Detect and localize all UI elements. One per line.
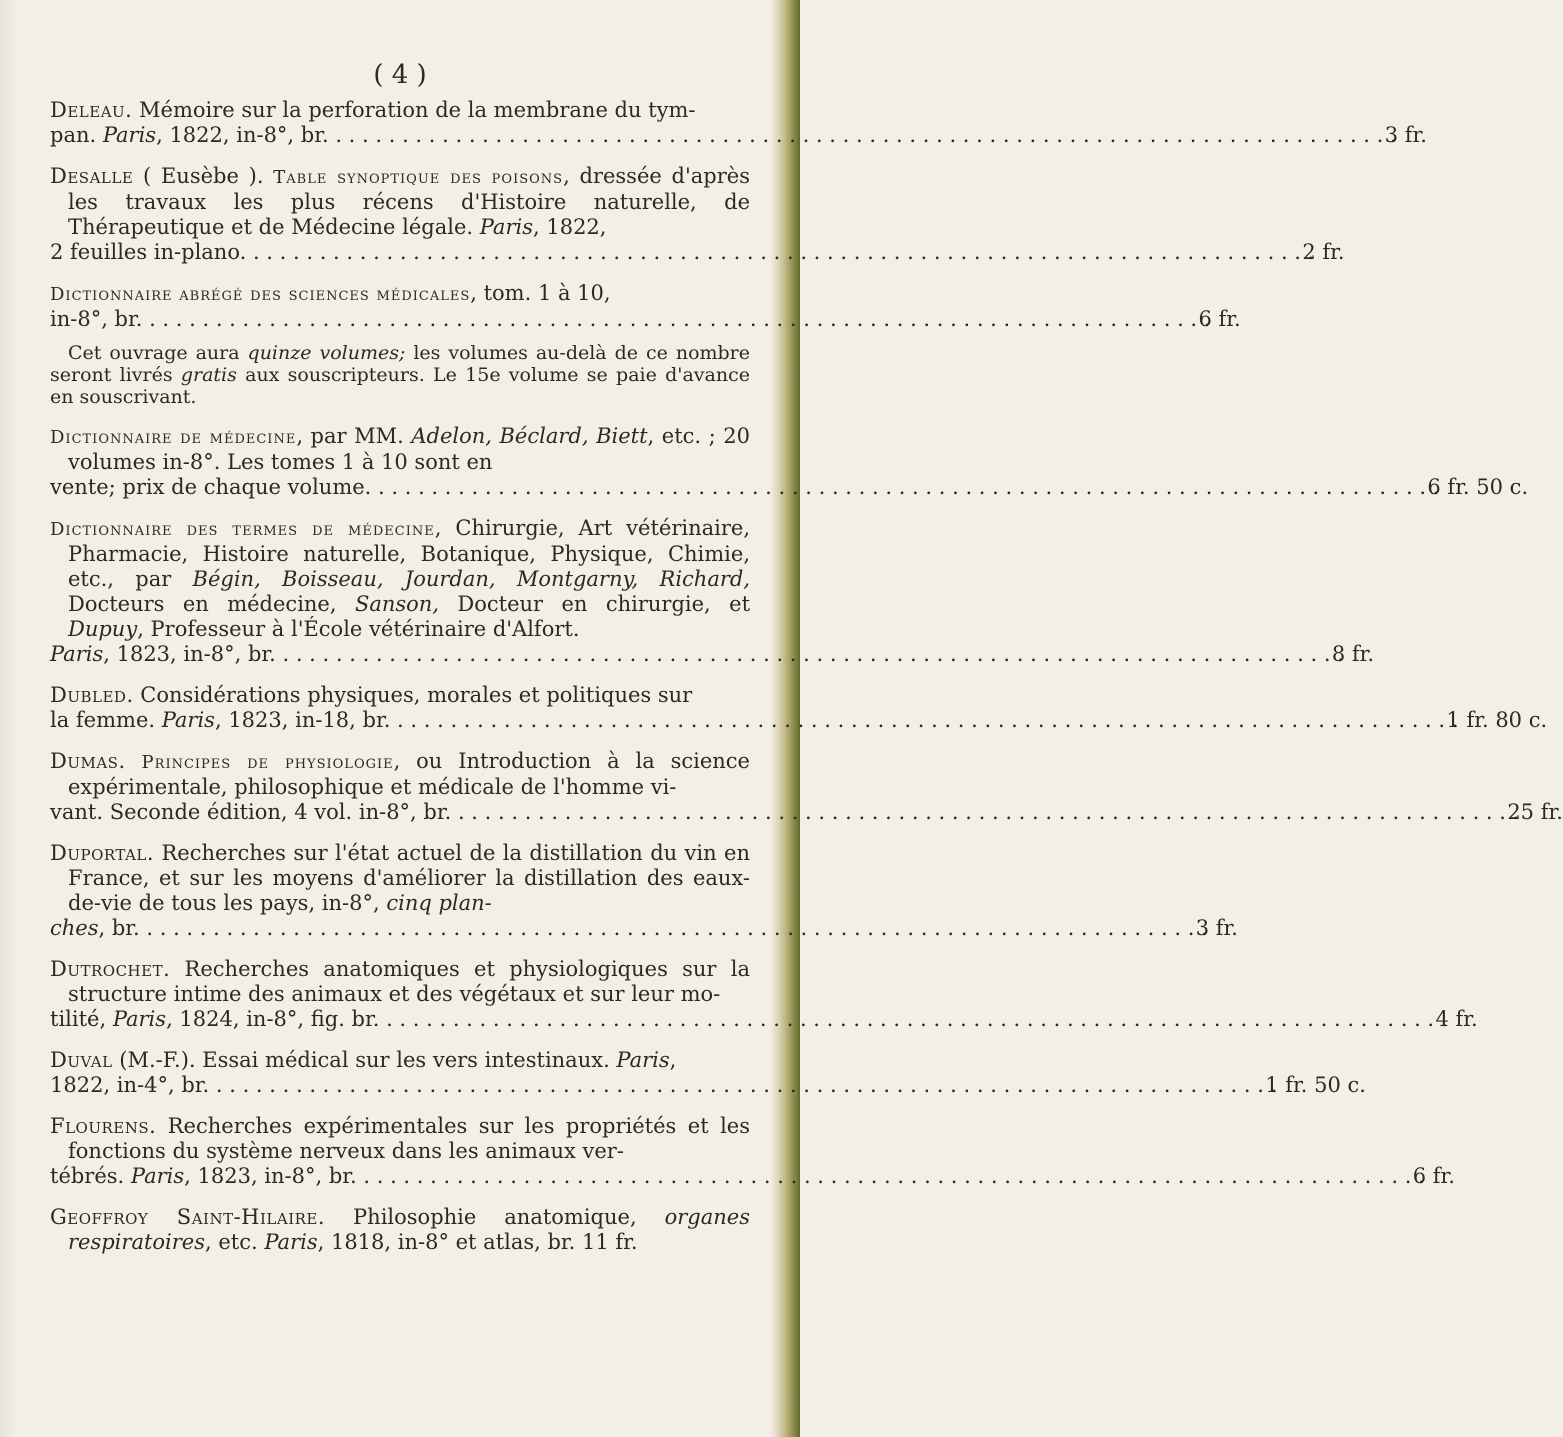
entry-place: Paris — [130, 1164, 185, 1188]
entry-title: Mémoire sur la perforation de la membrane du tym- — [139, 98, 696, 122]
entry-author: Flourens. — [50, 1114, 157, 1138]
entry-price-line: Paris, 1823, in-8°, br. . . . 8 fr. — [68, 642, 750, 667]
entry-author: Dubled. — [50, 683, 134, 707]
entry-title: Dictionnaire de médecine — [50, 427, 297, 448]
catalog-entry-dumas: Dumas. Principes de physiologie, ou Introduction à la science expérimentale, philosophique et médicale de l'homme vi- vant. Seconde édition, 4 vol. in-8°, br. . . . 25 fr. — [50, 749, 750, 825]
entry-title: Recherches anatomiques et physiologiques sur la structure intime des animaux et des végétaux et sur leur mo- — [68, 957, 750, 1006]
entry-price-line: pan. Paris, 1822, in-8°, br. . . . 3 fr. — [68, 123, 750, 148]
entry-place: Paris — [616, 1048, 670, 1072]
entry-title: Dictionnaire des termes de médecine — [50, 519, 435, 540]
catalog-entry-dictionnaire-abrege: Dictionnaire abrégé des sciences médicales, tom. 1 à 10, in-8°, br. . . . 6 fr. — [50, 281, 750, 332]
entry-price-line: vant. Seconde édition, 4 vol. in-8°, br. . . . 25 fr. — [68, 800, 750, 825]
page-gutter-shadow — [0, 0, 18, 1437]
entry-title: Recherches sur l'état actuel de la distillation du vin en France, et sur les moyens d'améliorer la distillation des eaux-de-vie de tous les pays, in-8°, — [68, 841, 750, 915]
entry-author: Dumas. — [50, 749, 126, 773]
catalog-entry-dictionnaire-medecine: Dictionnaire de médecine, par MM. Adelon, Béclard, Biett, etc. ; 20 volumes in-8°. Les tomes 1 à 10 sont en vente; prix de chaque volume. . . . 6 fr. 50 c. — [50, 424, 750, 500]
entry-price: 1 fr. 80 c. — [1446, 708, 1548, 732]
entry-title: Considérations physiques, morales et politiques sur — [133, 683, 693, 707]
entry-title: Philosophie anatomique, — [325, 1205, 665, 1229]
entry-price-line: 2 feuilles in-plano. . . . 2 fr. — [68, 240, 750, 265]
entry-price: 8 fr. — [1331, 642, 1375, 666]
entry-price-line: vente; prix de chaque volume. . . . 6 fr. 50 c. — [68, 475, 750, 500]
entry-place: Paris — [161, 708, 215, 732]
entry-price: 6 fr. 50 c. — [1427, 475, 1529, 499]
entry-price: 4 fr. — [1435, 1007, 1478, 1031]
catalog-entry-geoffroy: Geoffroy Saint-Hilaire. Philosophie anatomique, organes respiratoires, etc. Paris, 1818, in-8° et atlas, br. 11 fr. — [50, 1205, 750, 1254]
entry-title: Principes de physiologie — [125, 752, 394, 773]
entry-price-line: tilité, Paris, 1824, in-8°, fig. br. . . . 4 fr. — [68, 1007, 750, 1032]
entry-author: Geoffroy Saint-Hilaire. — [50, 1205, 326, 1229]
entry-price-line: in-8°, br. . . . 6 fr. — [68, 307, 750, 332]
entry-price-line: 1822, in-4°, br. . . . 1 fr. 50 c. — [68, 1073, 750, 1098]
catalog-entry-dubled — [50, 683, 1548, 733]
catalog-note: Cet ouvrage aura quinze volumes; les volumes au-delà de ce nombre seront livrés gratis aux souscripteurs. Le 15e volume se paie d'avance en souscrivant. — [50, 342, 751, 408]
entry-author: Desalle — [50, 164, 134, 188]
entry-author: Duval — [50, 1048, 113, 1072]
catalog-entry-duportal: Duportal. Recherches sur l'état actuel de la distillation du vin en France, et sur les moyens d'améliorer la distillation des eaux-de-vie de tous les pays, in-8°, cinq plan- ches, br. . . . 3 fr. — [50, 841, 750, 941]
entry-price-line: tébrés. Paris, 1823, in-8°, br. . . . 6 fr. — [68, 1164, 750, 1189]
entry-author: Deleau. — [50, 98, 133, 122]
entry-place: Paris — [112, 1007, 167, 1031]
catalog-entry-dictionnaire-termes: Dictionnaire des termes de médecine, Chirurgie, Art vétérinaire, Pharmacie, Histoire naturelle, Botanique, Physique, Chimie, etc., par Bégin, Boisseau, Jourdan, Montgarny, Richard, Docteurs en médecine, Sanson, Docteur en chirurgie, et Dupuy, Professeur à l'École vétérinaire d'Alfort. Paris, 1823, in-8°, br. . . . 8 fr. — [50, 516, 750, 667]
catalog-entry-deleau — [50, 98, 1427, 148]
catalog-entry-flourens — [50, 1114, 1455, 1189]
catalog-entries — [50, 98, 1563, 1271]
entry-price: 6 fr. — [1198, 307, 1241, 331]
entry-title: Recherches expérimentales sur les propriétés et les fonctions du système nerveux dans les animaux ver- — [68, 1114, 750, 1163]
entry-price-line: la femme. Paris, 1823, in-18, br. . . . 1 fr. 80 c. — [68, 708, 750, 733]
entry-price: 1 fr. 50 c. — [1265, 1073, 1366, 1097]
catalog-entry-duval: Duval (M.-F.). Essai médical sur les vers intestinaux. Paris, 1822, in-4°, br. . . . 1 fr. 50 c. — [50, 1048, 750, 1098]
entry-authors: Adelon, Béclard, Biett — [411, 424, 648, 448]
page-number: ( 4 ) — [373, 60, 427, 90]
entry-price: 3 fr. — [1195, 916, 1238, 940]
catalog-entry-desalle: Desalle ( Eusèbe ). Table synoptique des poisons, dressée d'après les travaux les plus récens d'Histoire naturelle, de Thérapeutique et de Médecine légale. Paris, 1822, 2 feuilles in-plano. . . . 2 fr. — [50, 164, 750, 265]
entry-price: 6 fr. — [1412, 1164, 1455, 1188]
entry-price-line: ches, br. . . . 3 fr. — [68, 916, 750, 941]
catalog-entry-dutrochet — [50, 957, 1478, 1032]
entry-title: Table synoptique des poisons — [273, 167, 564, 188]
entry-title: Dictionnaire abrégé des sciences médicales — [50, 284, 471, 305]
entry-place: Paris — [264, 1230, 318, 1254]
entry-title: (M.-F.). Essai médical sur les vers intestinaux. — [112, 1048, 617, 1072]
entry-price: 25 fr. — [1507, 800, 1563, 824]
entry-author: Duportal. — [50, 841, 155, 865]
entry-place: Paris — [102, 123, 157, 147]
entry-place: Paris — [50, 642, 104, 666]
entry-price: 3 fr. — [1384, 123, 1427, 147]
entry-place: Paris — [479, 215, 533, 239]
entry-price: 2 fr. — [1302, 240, 1345, 264]
entry-author: Dutrochet. — [50, 957, 171, 981]
